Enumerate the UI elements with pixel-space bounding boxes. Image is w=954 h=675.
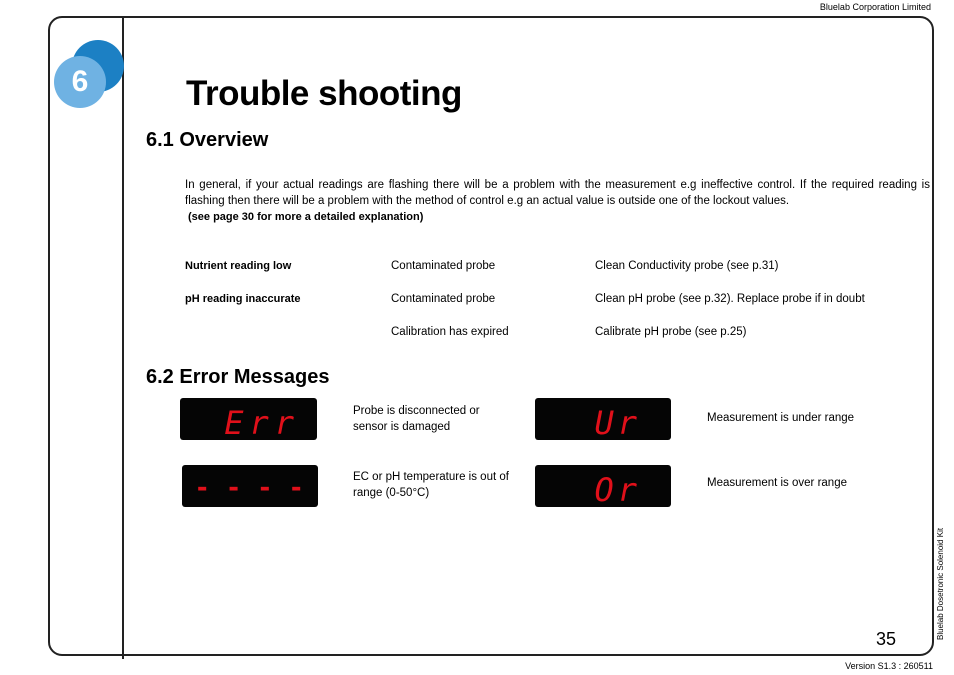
problem-label: Nutrient reading low <box>185 260 292 272</box>
display-err-text <box>180 398 317 440</box>
chapter-number: 6 <box>71 65 89 98</box>
svg-text:Ur: Ur <box>594 404 641 440</box>
product-name: Bluelab Dosetronic Solenoid Kit <box>936 527 945 640</box>
svg-text:Or: Or <box>594 471 641 507</box>
cause-label: Calibration has expired <box>391 326 509 338</box>
error-messages-heading: 6.2 Error Messages <box>146 366 330 388</box>
overview-see-page: (see page 30 for more a detailed explanation) <box>188 211 424 223</box>
remedy-label: Calibrate pH probe (see p.25) <box>595 326 747 338</box>
error-description: EC or pH temperature is out of range (0-50°C) <box>353 471 509 499</box>
version-label: Version S1.3 : 260511 <box>845 661 933 671</box>
error-description: Probe is disconnected or sensor is damaged <box>353 405 480 433</box>
display-ur <box>535 398 671 440</box>
display-or-text <box>535 465 671 507</box>
svg-text:Err: Err <box>224 404 300 440</box>
page-number: 35 <box>876 629 897 649</box>
company-name: Bluelab Corporation Limited <box>819 2 931 12</box>
remedy-label: Clean Conductivity probe (see p.31) <box>595 260 779 272</box>
display-dashes-text <box>182 465 318 507</box>
cause-label: Contaminated probe <box>391 293 496 305</box>
error-description: Measurement is under range <box>707 412 855 424</box>
page-title: Trouble shooting <box>186 74 462 113</box>
display-err <box>180 398 317 440</box>
overview-intro: In general, if your actual readings are flashing there will be a problem with the measurement e.g ineffective control. If the required reading is flashing then there will be a problem with the method of control e.g an actual value is outside one of the lockout values. <box>185 179 930 207</box>
overview-heading: 6.1 Overview <box>146 129 269 151</box>
display-ur-text <box>535 398 671 440</box>
problem-label: pH reading inaccurate <box>185 293 301 305</box>
frame-divider <box>122 18 124 659</box>
error-description: Measurement is over range <box>707 477 847 489</box>
display-dashes <box>182 465 318 507</box>
remedy-label: Clean pH probe (see p.32). Replace probe if in doubt <box>595 293 865 305</box>
display-or <box>535 465 671 507</box>
cause-label: Contaminated probe <box>391 260 496 272</box>
svg-text:- - - -: - - - - <box>194 473 304 503</box>
